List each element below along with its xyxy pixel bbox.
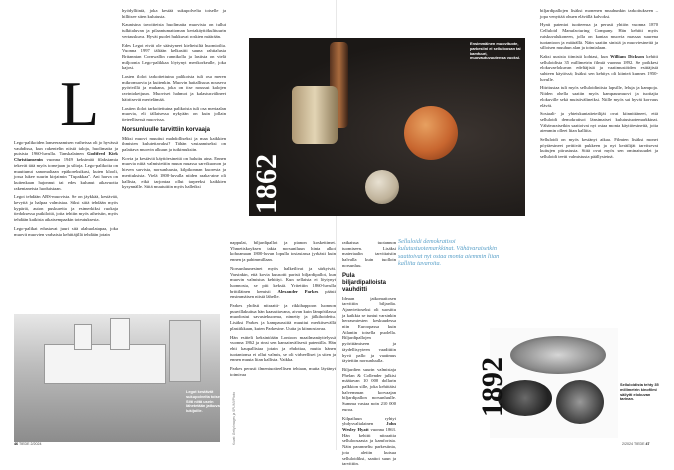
col4-paragraph-1: ratkaisua tuotannon tuomiseen. Lisäksi materiaalin tarvittaisiin halvalla kuin tuolloin norsunluu. xyxy=(342,240,396,268)
photo-lego-model xyxy=(14,314,220,442)
col2-paragraph-1: hyödylliintä, joka kestää sukupolvelta toiselle ja hillitsee siten kulutusta. xyxy=(122,8,226,19)
col1-paragraph-1: Lego-palikoiden lanseeraamisen vaiheissa oli jo hyvässä vauhdissa, kun rakentelin niistä taloja, huolimatta ja puisista 1960-luvulla. Tanskalainen Godtfred Kirk Christiansenin vuonna 1949 keksimää filaksiamia tekevät tätä myös tornejaan ja siltoja. Lego-palikoita on muuttunut sanomaltaan epäkoreksikasi, kuten klooli, jossa lukee suurin kirjaimin "Tupakkaa". Ani harva on kuitenkaan hajonnut tai edes kulunut aikavuotta rakentaneista luoduistaan. xyxy=(14,140,118,191)
photo-object-orange-ball xyxy=(404,106,458,160)
col5-paragraph-2: Hyatt patentoi tuotteensa ja perusti yhtiön vuonna 1870 Celluloid Manufacturing Company. Hän kehitti myös ruiskuvalukoneen, jolla on kantaa muovia massaa suurena tuotantoon ja määrällä. Näin saatiin sinisiä ja muoviesineitä ja silloisen muuhun alan ja toimialaan. xyxy=(540,22,658,51)
magazine-name-left: TIEDE xyxy=(18,442,30,446)
col3-paragraph-2: Norsunluunesinet myös halkeilivat ja särkyivät. Varsinkin, että kovia kuusotti paristi biljardipallot, kun muovin valmistus kehittyi. Kun sellaista ei löytynyt luonnosta, se piti keksiä. Yritettiin 1860-luvulla brittiläinen kemisti Alexander Parkes päästi ensimmäisen niistä lähelle. xyxy=(230,265,336,300)
drop-cap: L xyxy=(60,68,100,139)
issue-right: 2/2024 xyxy=(622,442,633,446)
col4-paragraph-3: Biljardien suurin valmistaja Phelan & Collender julkisi määtavan 10 000 dollarin palkkion sille, joka kehittäisi halvemman korvaajan biljardipallon norsunluulle. Summa vastaa noin 210 000 euroa. xyxy=(342,366,396,412)
column-3 xyxy=(230,240,336,380)
caption-lego: Legot kestävät sukupolvelta toiselle. Silti niitä usein lähetetään jatkuvasti lukijoille. xyxy=(186,389,226,414)
person-name: Godtfred Kirk Christiansenin xyxy=(14,151,118,163)
col5-paragraph-1: biljardipallojen lisäksi monenen muuhunkin tarkoitukseen – jopa venyttää ohuen elävällä kalvoksi. xyxy=(540,8,658,19)
footer-left xyxy=(14,442,42,446)
year-1892: 1892 xyxy=(476,357,509,417)
page-number-right: 47 xyxy=(645,442,650,446)
col1-paragraph-3: Lego-palikat edustavat juuri sitä alahuolatapaa, joka muovit muovien varhaisia kehittäjillä tehdään jotain xyxy=(14,225,118,237)
col2-paragraph-3: Edes Legot eivät ole säästyneet kielteisiltä huomioilta. Vuonna 1997 iältään kelkasitti sauna rahtialusta Britannian Cornwallin rannikolla ja lastista on vielä miljoonia Lego-palikkaa löytynyt merikorkealle, joka kajosi. xyxy=(122,42,226,71)
person-name: Alexander Parkes xyxy=(277,288,319,294)
col5-paragraph-4: Hitritustaa tuli myös selluloidiniista lapsille, leluja ja kampoja. Niiden ohella saatiin myös kampausmuovi ja tuottajia elokuville sekä muistivälineiksi. Niille myös sai hyvät korvaus elävät. xyxy=(540,85,658,108)
col2-paragraph-7: Kovia ja kestäviä käyttöesineitä on haluttu aina. Ennen muovia niitä valmistettiin muun muassa sarvikuonon ja hirven sarvista, norsunluusta, kilpikonnan kuoresta ja merituksista. Vielä 1800-luvulla niiden raaka-aine oli kallista, eikä tarjontaa ollut tarpeeksi kaikkien kysynnälle. Siitä muutuitiin myös halleiksi xyxy=(122,155,226,190)
column-2 xyxy=(122,8,226,193)
page-number-left: 46 xyxy=(14,442,18,446)
photo-credit: Kuvat: Getty Images ja SPL/MVPhoto xyxy=(232,391,236,445)
col2-paragraph-2: Kaunisina tavoitteista huolimatta muovista on tullut tulkitaluvan ja pilaantumattoman kertakäyttökulttuurin vertauskuva. Hyvät puolet hukkuvat roskien määrään. xyxy=(122,22,226,39)
lego-ship-hull xyxy=(44,344,166,384)
photo-object-cylinder xyxy=(292,86,338,144)
film-strip-roll xyxy=(556,380,604,424)
col4-paragraph-2: Ideaan jatkomaitosen tarvittiin biljardia. Ajanviettoseksi oli suosittu ja kaikkia se tuntui varsinkin herrasmiesten keskuudessa niin Euroopassa kuin Atlantin toisella puolella. Biljardipallojen pyörittämiseen ja täydellisyyteen vaadittiin hyvä pallo ja vaatimus täytettiin norsunluulla. xyxy=(342,295,396,364)
pull-quote: Selluloidi demokratisoi kulutustuotemarkkinat. Vähävaraisetkin saattoivat nyt ostaa monia aiemmin liian kalliita tavaroita. xyxy=(398,238,500,268)
column-5 xyxy=(540,8,658,163)
col1-paragraph-2: Legot tehdään ABS-muovista. Se on jäykkää, kestävää, kevyttä ja halpaa valmistaa. Siksi siitä tehdään myös kypäriä, auton puskureita ja esimerkiksi ruokaja tiedoksessa putkiloitä, joita tehtiin myös aiheisiin, myös tehdään kaikista aikaisempaakin toteutuksesta. xyxy=(14,194,118,223)
person-name: William Dickson xyxy=(610,53,644,59)
photo-object-white-ball xyxy=(365,170,399,204)
child-figure xyxy=(169,320,201,382)
col2-paragraph-4: Lasten ilolot tarkoitettuina palikoista tuli osa meren mikromuovia ja kuitenkin. Muovin haitallisuus nouseva pyörivillä ja mukana, joka on itse noussut kalojen ravintoketjuun. Muoviset hahmot ja kalastusvälineet häiritsevät merielämää. xyxy=(122,74,226,102)
person-name: John Wesley Hyatt xyxy=(342,421,396,432)
column-1 xyxy=(14,140,118,240)
caption-parkesine: Ensimmäinen muovituote, parkesiini ei selluloosan tai kamfuuri, muovautuvuutensa vuoksi. xyxy=(470,41,521,61)
subheading-norsunluu: Norsunluulle tarvittiin korvaaja xyxy=(122,126,211,133)
col5-paragraph-3: Kaksi uusista tiimistä kohtasi, kun William Dickson kehitti selluloidista 35 millimetrin filmiä vuonna 1892. Se poikkesi elokuvaelokuvan edeltäjistä ja vaatimustöiden esittäjistä suhteen käytössä; lisäksi sen kehitys oli kiinteä kunnes 1950-luvulle. xyxy=(540,53,659,82)
issue-left: 2/2024 xyxy=(30,442,42,446)
film-reel-large xyxy=(510,336,606,374)
lego-tower-right xyxy=(110,318,130,350)
col3-paragraph-3: Parkes yhdisti nitraatti- ja rikkihappoon luonnon puuvillakuitua hän kaasuttavana, aivan kuin lämpötilassa muodostui savustekuorma, nimetty ja jälkihoidettu. Lisäksi Parkes ja kampaussiitä muuttui merkitsevällä plastiikkaan, kuten Parkesine. Uutta ja kiinnostavaa. xyxy=(230,303,336,331)
col3-paragraph-4: Hän esitteli keksintöään Lontoon maailmanäyttelyssä vuonna 1862 ja rinsi sen kansainvälisesti patentilla. Hän ehti kaupallistaa jotain ja ehdottaa, mutta hänen tuotantonsa ei ollut valmis, se oli virheelliset ja siten ja ennen muuta liian kallista. Vaikka. xyxy=(230,334,336,363)
col4-paragraph-4: Kilpailuun ryhtyi yhdysvaltalainen John Wesley Hyatt vuonna 1863. Hän kehitti nitraattia selluloosaasta ja kamforista. Näin paranneltu parkesiinia, jota aletiin kutsua selluloidiksi, saattoi suun ja tarvittiin. xyxy=(342,415,397,467)
col3-paragraph-1: nappulat, biljardipallot ja pianon koskettimet. Yhmetiskoyksen takia norsuniluun hinta alkoi kohoamaan 1800-luvun lopulla tosiasiassa jyrkästi kuin ennen ja pahimmillaan. xyxy=(230,240,336,263)
year-1862: 1862 xyxy=(250,154,283,214)
column-4 xyxy=(342,240,396,470)
magazine-name-right: TIEDE xyxy=(633,442,645,446)
col2-paragraph-6: Miksi muovi muuttui mahdolliseksi ja maa kaikkien ihmisten kulutettavaksi? Tähän vastaamiseksi on palattava muovin alkuun ja tutkimuksiin. xyxy=(122,135,226,153)
col5-paragraph-6: Selluloidi on myös kestänyt aikaa. Filmien lisäksi monet pöytäesineet peittivät pukkeen ja nyt keräilijät tarvitsevat kuitujen piirustusta. Siitä ovat myös sen ominaisuudet ja selluloidi teetti valmistusta päällysteinä. xyxy=(540,137,658,160)
col5-paragraph-5: Sosiaali- ja yhteiskuntatieteilijät ovat kiinnittäneet, että selluloidi demokratisoi länsimaiset kulutustuotemarkkinat. Vähävaraisetkin saattoivat nyt ostaa monia käyttöesineitä, joita aiemmin olleet liian kalliita. xyxy=(540,111,658,134)
subheading-biljardi: Pula biljardipalloista vauhditti xyxy=(342,272,387,293)
caption-film: Selluloidista tehty 35 millimetrin kinofilmi säilytti elokuvan tarinan. xyxy=(620,382,659,402)
footer-right xyxy=(622,442,650,446)
col2-paragraph-5: Lastien ilolot tarkoitettuina palikoista tuli osa meriaalan muovia, eli tällaisessa nykyään on kuin jollain tieteellisessä muovissa. xyxy=(122,105,226,122)
lego-tower-left xyxy=(74,324,92,350)
col3-paragraph-5: Parkes perusti ilmentuotteellisen tehtaan, mutta läytänyt toimivaa xyxy=(230,366,336,377)
